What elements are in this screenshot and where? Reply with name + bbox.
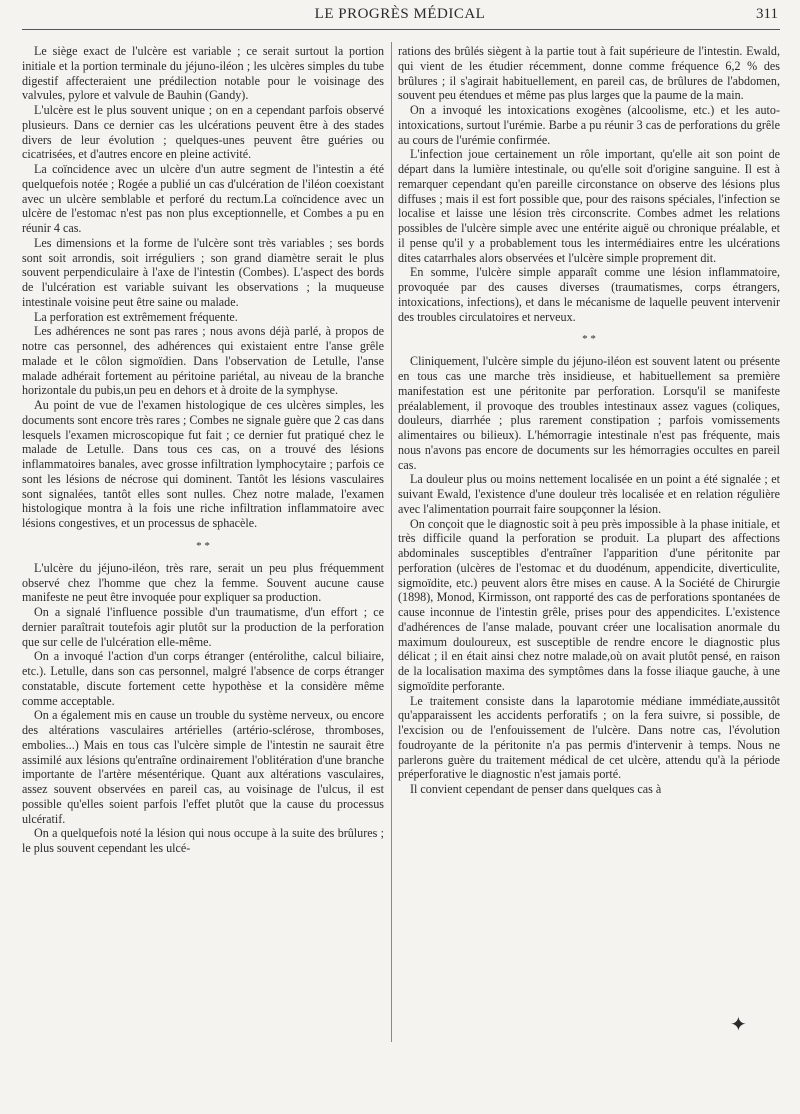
running-header: LE PROGRÈS MÉDICAL: [314, 6, 486, 22]
paragraph: La coïncidence avec un ulcère d'un autre segment de l'intestin a été quelquefois notée ; Rogée a publié un cas d'ulcération de l'iléon coexistant avec un ulcère semblable et perforé du rectum.La coïncidence avec un ulcère de l'estomac n'est pas non plus exceptionnelle, et Combes a pu en réunir 4 cas.: [22, 162, 384, 235]
paragraph: On a invoqué les intoxications exogènes (alcoolisme, etc.) et les auto-intoxications, surtout l'urémie. Barbe a pu réunir 3 cas de perforations du grêle au cours de l'urémie confirmée.: [398, 103, 780, 147]
paragraph: Au point de vue de l'examen histologique de ces ulcères simples, les documents sont encore très rares ; Combes ne signale guère que 2 cas dans lesquels l'examen microscopique fut fait ; ce dernier fut pratiqué chez le malade de Letulle. Dans tous ces cas, on a trouvé des lésions inflammatoires banales, avec grosse infiltration lymphocytaire ; parfois ce sont les lésions de nécrose qui dominent. Tantôt les lésions vasculaires sont signalées, tantôt elles sont nulles. Chez notre malade, l'examen histologique montra à la fois une riche infiltration inflammatoire avec lésions congestives, et un processus de sphacèle.: [22, 398, 384, 530]
paragraph: L'ulcère du jéjuno-iléon, très rare, serait un peu plus fréquemment observé chez l'homme que chez la femme. Souvent aucune cause manifeste ne peut être invoquée pour expliquer sa production.: [22, 560, 384, 605]
paragraph: Cliniquement, l'ulcère simple du jéjuno-iléon est souvent latent ou présente en tous cas une marche très insidieuse, et habituellement sa première manifestation est une péritonite par perforation. Lorsqu'il se manifeste préalablement, il provoque des troubles intestinaux assez vagues (coliques, douleurs, diarrhée ; plus rarement constipation ; parfois vomissements alimentaires ou bilieux). L'hémorragie intestinale n'est pas fréquente, mais nous n'avons pas encore de documents sur les hémorragies occultes en pareil cas.: [398, 354, 780, 472]
paragraph: Il convient cependant de penser dans quelques cas à: [410, 782, 662, 796]
paragraph: En somme, l'ulcère simple apparaît comme une lésion inflammatoire, provoquée par des causes diverses (traumatismes, corps étrangers, intoxications, infections), et dans le mécanisme de laquelle peuvent intervenir des troubles circulatoires et nerveux.: [398, 265, 780, 324]
paragraph: On a également mis en cause un trouble du système nerveux, ou encore des altérations vasculaires artérielles (artério-sclérose, thromboses, embolies...) Mais en tous cas l'ulcère simple de l'intestin ne saurait être assimilé aux lésions qu'entraîne ordinairement l'oblitération d'une branche importante de l'artère mésentérique. Quant aux altérations vasculaires, assez souvent observées en pareil cas, au voisinage de l'ulcus, il est possible qu'elles soient parfois l'effet plutôt que la cause du processus ulcératif.: [22, 708, 384, 826]
left-column: [22, 44, 384, 856]
paragraph: L'ulcère est le plus souvent unique ; on en a cependant parfois observé plusieurs. Dans ce dernier cas les ulcérations peuvent être à des stades divers de leur évolution ; quelques-unes peuvent être guéries ou cicatrisées, et d'autres encore en pleine activité.: [22, 103, 384, 162]
paragraph: Les dimensions et la forme de l'ulcère sont très variables ; ses bords sont soit arrondis, soit irréguliers ; son grand diamètre serait le plus souvent perpendiculaire à l'axe de l'intestin (Combes). L'aspect des bords de l'ulcération est variable suivant les observations ; la muqueuse intestinale voisine peut être saine ou malade.: [22, 235, 384, 309]
paragraph: rations des brûlés siègent à la partie tout à fait supérieure de l'intestin. Ewald, qui vient de les étudier récemment, donne comme fréquence 6,2 % des brûlures ; il s'agirait habituellement, en pareil cas, de brûlures de l'abdomen, souvent peu étendues et même pas plus larges que la paume de la main.: [398, 44, 780, 103]
paragraph: Le traitement consiste dans la laparotomie médiane immédiate,aussitôt qu'apparaissent les accidents perforatifs ; on la fera suivre, si possible, de l'excision ou de l'enfouissement de l'ulcère. Dans notre cas, l'évolution foudroyante de la péritonite n'a pas permis d'intervenir à temps. Nous ne parlerons guère du traitement médical de cet ulcère, attendu qu'à la période préperforative le diagnostic n'est jamais porté.: [398, 693, 780, 782]
section-separator: * *: [582, 333, 596, 346]
paragraph: La douleur plus ou moins nettement localisée en un point a été signalée ; et suivant Ewald, l'existence d'une douleur très localisée et en relation régulière avec l'alimentation pourrait faire soupçonner la lésion.: [398, 472, 780, 516]
paragraph: Le siège exact de l'ulcère est variable ; ce serait surtout la portion initiale et la portion terminale du jéjuno-iléon ; les ulcères simples du tube digestif affecteraient une prédilection notable pour le voisinage des valvules, pylore et valvule de Bauhin (Gandy).: [22, 44, 384, 103]
header-rule: [22, 29, 780, 30]
ornament-icon: ✦: [730, 1014, 747, 1036]
paragraph: On conçoit que le diagnostic soit à peu près impossible à la phase initiale, et très difficile quand la perforation se produit. La plupart des affections abdominales susceptibles d'entraîner l'apparition d'une péritonite par perforation (ulcères de l'estomac et du duodénum, appendicite, diverticulite, sigmoïdite, etc.) peuvent alors être mises en cause. A la Société de Chirurgie (1898), Monod, Kirmisson, ont rapporté des cas de perforations spontanées de cause inconnue de l'intestin grêle, prises pour des appendicites. L'existence d'adhérences de l'anse malade, pouvant créer une localisation anormale du maximum douloureux, est susceptible de rendre encore le diagnostic plus délicat ; il en était ainsi chez notre malade,où on avait plutôt pensé, en raison de la localisation maxima des symptômes dans la fosse iliaque gauche, à une sigmoïdite perforante.: [398, 516, 780, 693]
paragraph: Les adhérences ne sont pas rares ; nous avons déjà parlé, à propos de notre cas personnel, des adhérences qui existaient entre l'anse grêle malade et le côlon sigmoïdien. Dans l'observation de Letulle, l'anse malade adhérait fortement au péritoine pariétal, au niveau de la branche horizontale du pubis,un peu en dehors et à droite de la symphyse.: [22, 324, 384, 398]
right-column: [398, 44, 780, 797]
section-separator: * *: [196, 539, 210, 552]
column-divider: [391, 42, 392, 1042]
paragraph: On a invoqué l'action d'un corps étranger (entérolithe, calcul biliaire, etc.). Letulle, dans son cas personnel, malgré l'absence de corps étranger constatable, discute fortement cette hypothèse et la considère même comme acceptable.: [22, 649, 384, 708]
paragraph: L'infection joue certainement un rôle important, qu'elle ait son point de départ dans la lumière intestinale, ou qu'elle soit d'origine sanguine. Il est à remarquer cependant qu'en pareille circonstance on observe des lésions plus diffuses ; mais il est fort possible que, pour des raisons spéciales, l'infection se localise et laisse une lésion très circonscrite. Combes admet les relations possibles de l'ulcère simple avec une entérite aiguë ou chronique préalable, et il pense qu'il y a probablement tous les intermédiaires entre les ulcérations dites catarrhales alors observées et l'ulcère simple proprement dit.: [398, 147, 780, 265]
paragraph: On a signalé l'influence possible d'un traumatisme, d'un effort ; ce dernier paraîtrait toutefois agir plutôt sur la production de la perforation que sur celle de l'ulcération elle-même.: [22, 605, 384, 649]
paragraph: On a quelquefois noté la lésion qui nous occupe à la suite des brûlures ; le plus souvent cependant les ulcé-: [22, 826, 384, 855]
paragraph: La perforation est extrêmement fréquente.: [34, 309, 238, 324]
page-number: 311: [756, 6, 778, 22]
